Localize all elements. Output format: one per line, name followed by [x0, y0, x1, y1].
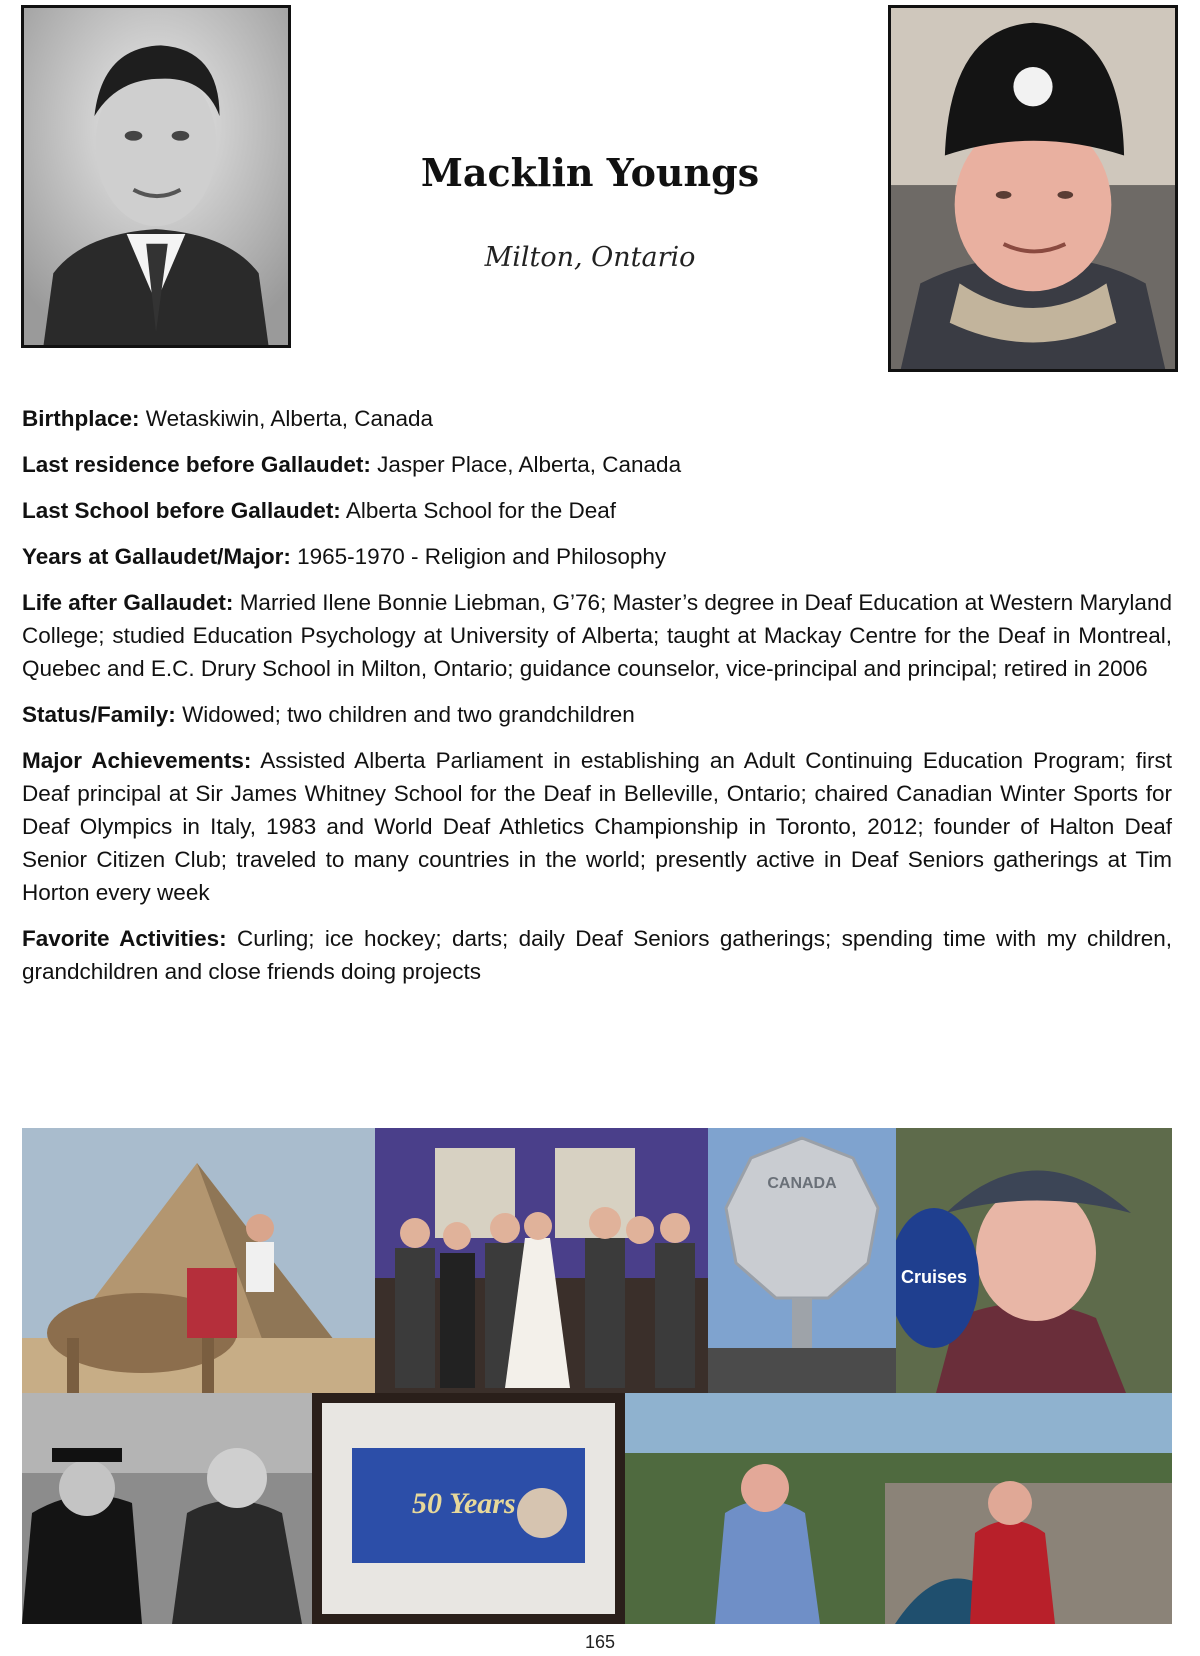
- entry-last-school: [22, 494, 1172, 527]
- photo-cruise-selfie: [896, 1128, 1172, 1393]
- portrait-current: [888, 5, 1178, 372]
- entry-value: Alberta School for the Deaf: [345, 498, 616, 523]
- entry-life-after: [22, 586, 1172, 685]
- entry-label: Years at Gallaudet/Major:: [22, 544, 291, 569]
- photo-graduation: [22, 1393, 312, 1624]
- entry-favorite-activities: [22, 922, 1172, 988]
- entry-years-major: [22, 540, 1172, 573]
- entry-value: Married Ilene Bonnie Liebman, G’76; Master’s degree in Deaf Education at Western Maryland College; studied Education Psychology at University of Alberta; taught at Mackay Centre for the Deaf in Montreal, Quebec and E.C. Drury School in Milton, Ontario; guidance counselor, vice-principal and principal; retired in 2006: [22, 590, 1172, 681]
- entry-value: Jasper Place, Alberta, Canada: [377, 452, 682, 477]
- person-name: Macklin Youngs: [420, 150, 760, 195]
- biography: [22, 402, 1172, 1001]
- coin-text: CANADA: [767, 1175, 837, 1192]
- portrait-young: [21, 5, 291, 348]
- entry-label: Life after Gallaudet:: [22, 590, 234, 615]
- person-location: Milton, Ontario: [484, 242, 696, 273]
- entry-value: Wetaskiwin, Alberta, Canada: [145, 406, 434, 431]
- entry-label: Birthplace:: [22, 406, 140, 431]
- entry-label: Major Achievements:: [22, 748, 252, 773]
- entry-last-residence: [22, 448, 1172, 481]
- photo-wedding-family: [375, 1128, 708, 1393]
- photo-collage: [22, 1128, 1172, 1624]
- photo-big-nickel: [708, 1128, 896, 1393]
- entry-status-family: [22, 698, 1172, 731]
- cruise-sign-text: Cruises: [900, 1267, 968, 1287]
- entry-value: Curling; ice hockey; darts; daily Deaf Seniors gatherings; spending time with my children, grandchildren and close friends doing projects: [22, 926, 1172, 984]
- plaque-years-text: 50 Years: [412, 1487, 516, 1520]
- entry-value: Widowed; two children and two grandchildren: [182, 702, 635, 727]
- photo-couple-rock-arch: [625, 1393, 1172, 1624]
- entry-value: Assisted Alberta Parliament in establishing an Adult Continuing Education Program; first Deaf principal at Sir James Whitney School for the Deaf in Belleville, Ontario; chaired Canadian Winter Sports for Deaf Olympics in Italy, 1983 and World Deaf Athletics Championship in Toronto, 2012; founder of Halton Deaf Senior Citizen Club; traveled to many countries in the world; presently active in Deaf Seniors gatherings at Tim Horton every week: [22, 748, 1173, 905]
- entry-label: Last residence before Gallaudet:: [22, 452, 371, 477]
- entry-label: Favorite Activities:: [22, 926, 227, 951]
- entry-birthplace: [22, 402, 1172, 435]
- entry-label: Status/Family:: [22, 702, 176, 727]
- photo-50-years-plaque: [312, 1393, 625, 1624]
- page-number: 165: [584, 1632, 616, 1652]
- entry-achievements: [22, 744, 1172, 909]
- entry-label: Last School before Gallaudet:: [22, 498, 341, 523]
- photo-pyramid-camel: [22, 1128, 375, 1393]
- entry-value: 1965-1970 - Religion and Philosophy: [297, 544, 667, 569]
